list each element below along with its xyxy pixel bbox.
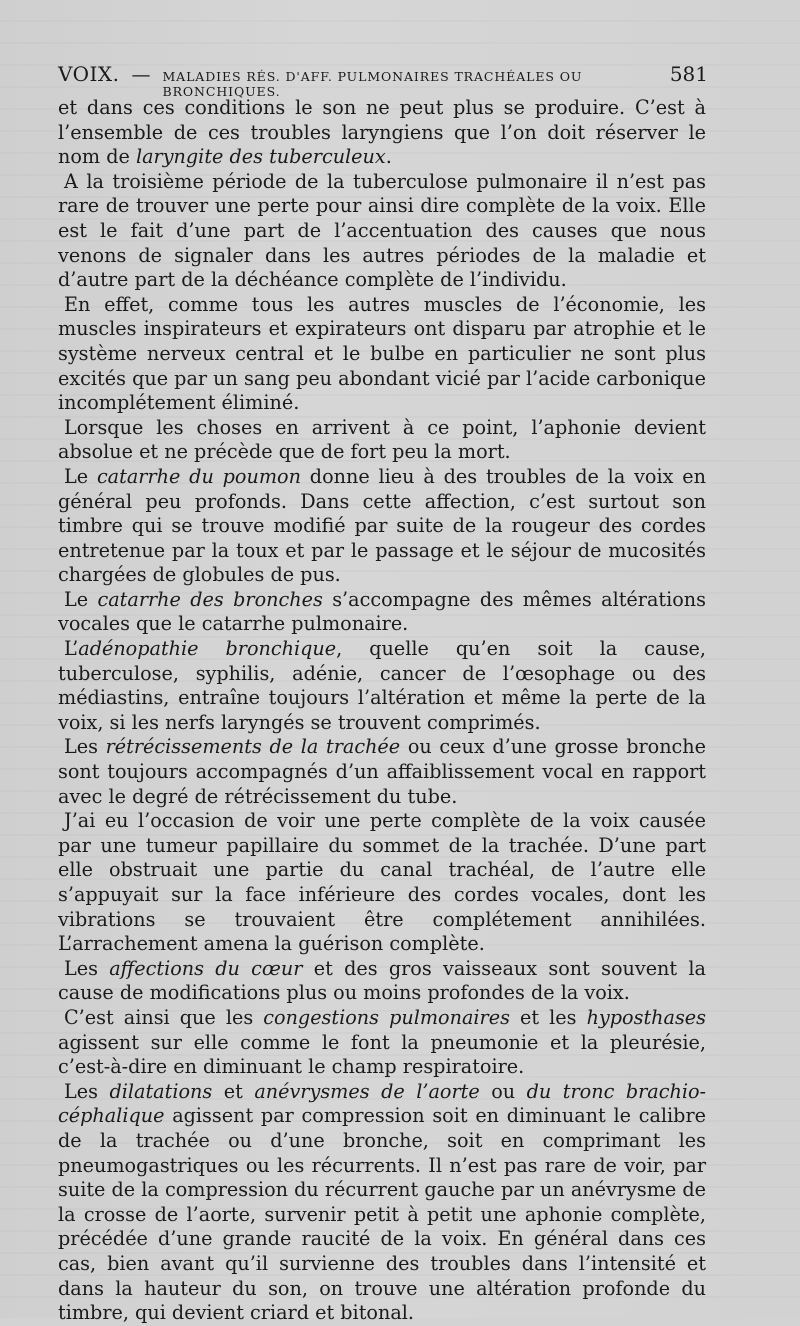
text-run: et — [212, 1079, 255, 1103]
paragraph — [58, 96, 706, 170]
text-run: et les — [509, 1005, 587, 1029]
italic-term: catarrhe du poumon — [96, 464, 301, 488]
text-run: donne lieu à des troubles de la voix en général peu profonds. Dans cette affection, c’est surtout son timbre qui se trouve modifié par suite de la rougeur des cordes entretenue par la toux et par le passage et le séjour de mucosités chargées de globules de pus. — [58, 464, 706, 587]
header-dash: — — [131, 64, 151, 86]
page-number: 581 — [669, 62, 708, 86]
italic-term: affections du cœur — [109, 956, 303, 980]
paragraph — [58, 465, 706, 588]
header-left — [58, 62, 670, 99]
paragraph — [58, 735, 706, 809]
header-subtitle: MALADIES RÉS. D'AFF. PULMONAIRES TRACHÉALES OU BRONCHIQUES. — [162, 69, 583, 99]
italic-term: du tronc brachio-céphalique — [58, 1079, 706, 1128]
header-title: VOIX. — [58, 62, 120, 86]
text-run: C’est ainsi que les — [64, 1005, 264, 1029]
text-run: , quelle qu’en soit la cause, tuberculose, syphilis, adénie, cancer de l’œsophage ou des médiastins, entraîne toujours l’altération et même la perte de la voix, si les nerfs laryngés se trouvent comprimés. — [58, 637, 706, 734]
italic-term: hyposthases — [586, 1005, 706, 1029]
text-run: En effet, comme tous les autres muscles de l’économie, les muscles inspirateurs et expirateurs ont disparu par atrophie et le système nerveux central et le bulbe en particulier ne sont plus excités que par un sang peu abondant vicié par l’acide carbonique incomplétement éliminé. — [58, 292, 706, 415]
text-run: Le — [64, 464, 97, 488]
text-run: Les — [64, 956, 110, 980]
text-run: ou — [479, 1079, 527, 1103]
paragraph — [58, 809, 706, 957]
italic-term: congestions pulmonaires — [263, 1005, 510, 1029]
paragraph — [58, 588, 706, 637]
paragraph — [58, 416, 706, 465]
italic-term: adénopathie bronchique — [78, 637, 337, 661]
italic-term: laryngite des tuberculeux — [135, 145, 386, 169]
paragraph — [58, 1006, 706, 1080]
italic-term: anévrysmes de l’aorte — [254, 1079, 480, 1103]
text-run: Le — [64, 587, 98, 611]
paragraph — [58, 1080, 706, 1326]
italic-term: catarrhe des bronches — [97, 587, 323, 611]
paragraph — [58, 293, 706, 416]
text-run: ou ceux d’une grosse bronche sont toujours accompagnés d’un affaiblissement vocal en rapport avec le degré de rétrécissement du tube. — [58, 735, 707, 808]
paragraph — [58, 637, 706, 735]
text-run: agissent par compression soit en diminuant le calibre de la trachée ou d’une bronche, soit en comprimant les pneumogastriques ou les récurrents. Il n’est pas rare de voir, par suite de la compression du récurrent gauche par un anévrysme de la crosse de l’aorte, survenir petit à petit une aphonie complète, précédée d’une grande raucité de la voix. En général dans ces cas, bien avant qu’il survienne des troubles dans l’intensité et dans la hauteur du son, on trouve une altération profonde du timbre, qui devient criard et bitonal. — [58, 1104, 706, 1325]
running-header — [58, 62, 708, 99]
text-run: agissent sur elle comme le font la pneumonie et la pleurésie, c’est-à-dire en diminuant le champ respiratoire. — [58, 1030, 706, 1079]
text-run: J’ai eu l’occasion de voir une perte complète de la voix causée par une tumeur papillaire du sommet de la trachée. D’une part elle obstruait une partie du canal trachéal, de l’autre elle s’appuyait sur la face inférieure des cordes vocales, dont les vibrations se trouvaient être complétement annihilées. L’arrachement amena la guérison complète. — [58, 809, 706, 956]
paragraph — [58, 957, 706, 1006]
text-run: Les — [64, 1079, 110, 1103]
text-run: A la troisième période de la tuberculose pulmonaire il n’est pas rare de trouver une perte pour ainsi dire complète de la voix. Elle est le fait d’une part de l’accentuation des causes que nous venons de signaler dans les autres périodes de la maladie et d’autre part de la déchéance complète de l’individu. — [58, 169, 706, 292]
italic-term: dilatations — [109, 1079, 213, 1103]
text-run: Les — [64, 735, 106, 759]
text-run: et dans ces conditions le son ne peut plus se produire. C’est à l’ensemble de ces troubles laryngiens que l’on doit réserver le nom de — [58, 96, 706, 169]
paragraph — [58, 170, 706, 293]
text-run: et des gros vaisseaux sont souvent la cause de modifications plus ou moins profondes de la voix. — [58, 956, 706, 1005]
text-run: L’ — [64, 637, 79, 661]
text-run: s’accompagne des mêmes altérations vocales que le catarrhe pulmonaire. — [58, 587, 706, 636]
text-run: . — [385, 145, 392, 169]
text-run: Lorsque les choses en arrivent à ce point, l’aphonie devient absolue et ne précède que de fort peu la mort. — [58, 415, 706, 464]
body-text — [58, 96, 706, 1326]
italic-term: rétrécissements de la trachée — [105, 735, 401, 759]
